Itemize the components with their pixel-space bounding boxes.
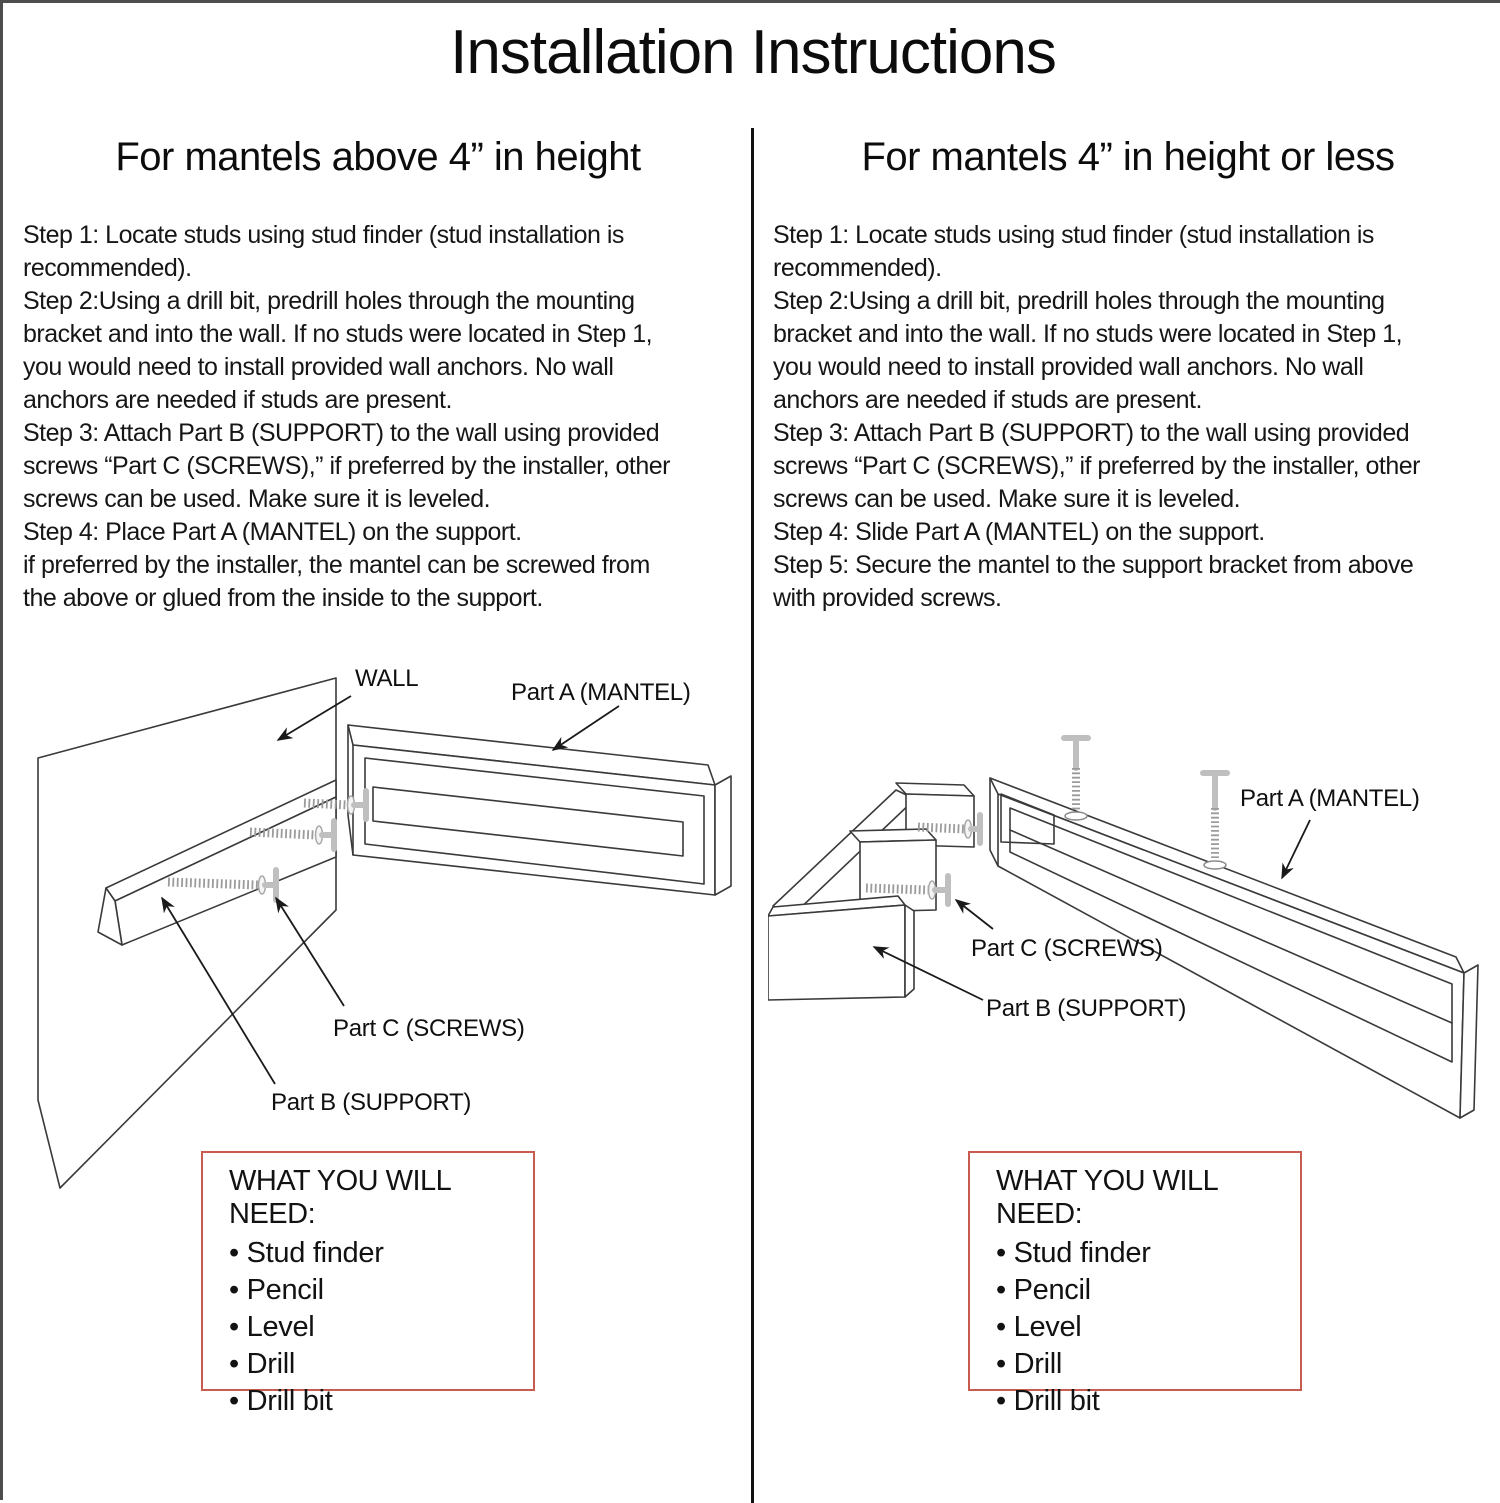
step-line: Step 1: Locate studs using stud finder (stud installation is (773, 221, 1374, 249)
needs-item: • Level (229, 1311, 315, 1343)
step-line: anchors are needed if studs are present. (23, 386, 452, 414)
step-line: Step 2:Using a drill bit, predrill holes through the mounting (23, 287, 635, 315)
part-c-label: Part C (SCREWS) (971, 935, 1163, 962)
step-line: if preferred by the installer, the mantel can be screwed from (23, 551, 650, 579)
needs-item: • Drill bit (229, 1385, 333, 1417)
step-line: the above or glued from the inside to the support. (23, 584, 543, 612)
diagram-mantels-4in-or-less (768, 648, 1488, 1193)
needs-item: • Drill bit (996, 1385, 1100, 1417)
needs-box-right (968, 1151, 1302, 1417)
column-heading-left: For mantels above 4” in height (115, 135, 641, 179)
step-line: Step 5: Secure the mantel to the support bracket from above (773, 551, 1414, 579)
step-line: recommended). (23, 254, 192, 282)
needs-item: • Pencil (996, 1274, 1091, 1306)
step-line: screws can be used. Make sure it is leveled. (773, 485, 1241, 513)
step-line: Step 4: Place Part A (MANTEL) on the support. (23, 518, 522, 546)
step-line: bracket and into the wall. If no studs were located in Step 1, (773, 320, 1403, 348)
part-a-label: Part A (MANTEL) (511, 679, 691, 706)
step-line: recommended). (773, 254, 942, 282)
step-line: you would need to install provided wall anchors. No wall (23, 353, 614, 381)
needs-item: • Pencil (229, 1274, 324, 1306)
step-line: Step 1: Locate studs using stud finder (stud installation is (23, 221, 624, 249)
needs-item: • Drill (229, 1348, 296, 1380)
step-line: Step 4: Slide Part A (MANTEL) on the support. (773, 518, 1265, 546)
steps-right (773, 219, 1489, 615)
step-line: screws can be used. Make sure it is leveled. (23, 485, 491, 513)
needs-item: • Drill (996, 1348, 1063, 1380)
step-line: you would need to install provided wall anchors. No wall (773, 353, 1364, 381)
needs-title: WHAT YOU WILL NEED: (996, 1165, 1218, 1230)
needs-title: WHAT YOU WILL NEED: (229, 1165, 451, 1230)
part-b-label: Part B (SUPPORT) (271, 1089, 472, 1116)
page-title: Installation Instructions (450, 18, 1056, 87)
column-heading-right: For mantels 4” in height or less (861, 135, 1395, 179)
step-line: screws “Part C (SCREWS),” if preferred by the installer, other (23, 452, 670, 480)
needs-box-left (201, 1151, 535, 1417)
step-line: screws “Part C (SCREWS),” if preferred by the installer, other (773, 452, 1420, 480)
steps-left (23, 219, 739, 615)
column-divider (751, 128, 754, 1503)
step-line: anchors are needed if studs are present. (773, 386, 1202, 414)
needs-item: • Stud finder (996, 1237, 1151, 1269)
needs-item: • Stud finder (229, 1237, 384, 1269)
step-line: Step 3: Attach Part B (SUPPORT) to the wall using provided (773, 419, 1410, 447)
mantel-drawing (348, 725, 731, 895)
step-line: bracket and into the wall. If no studs were located in Step 1, (23, 320, 653, 348)
step-line: with provided screws. (773, 584, 1002, 612)
step-line: Step 2:Using a drill bit, predrill holes through the mounting (773, 287, 1385, 315)
diagram-mantels-above-4in (18, 648, 738, 1193)
step-line: Step 3: Attach Part B (SUPPORT) to the wall using provided (23, 419, 660, 447)
part-a-label: Part A (MANTEL) (1240, 785, 1420, 812)
part-b-label: Part B (SUPPORT) (986, 995, 1187, 1022)
part-c-label: Part C (SCREWS) (333, 1015, 525, 1042)
needs-item: • Level (996, 1311, 1082, 1343)
wall-label: WALL (355, 665, 419, 692)
